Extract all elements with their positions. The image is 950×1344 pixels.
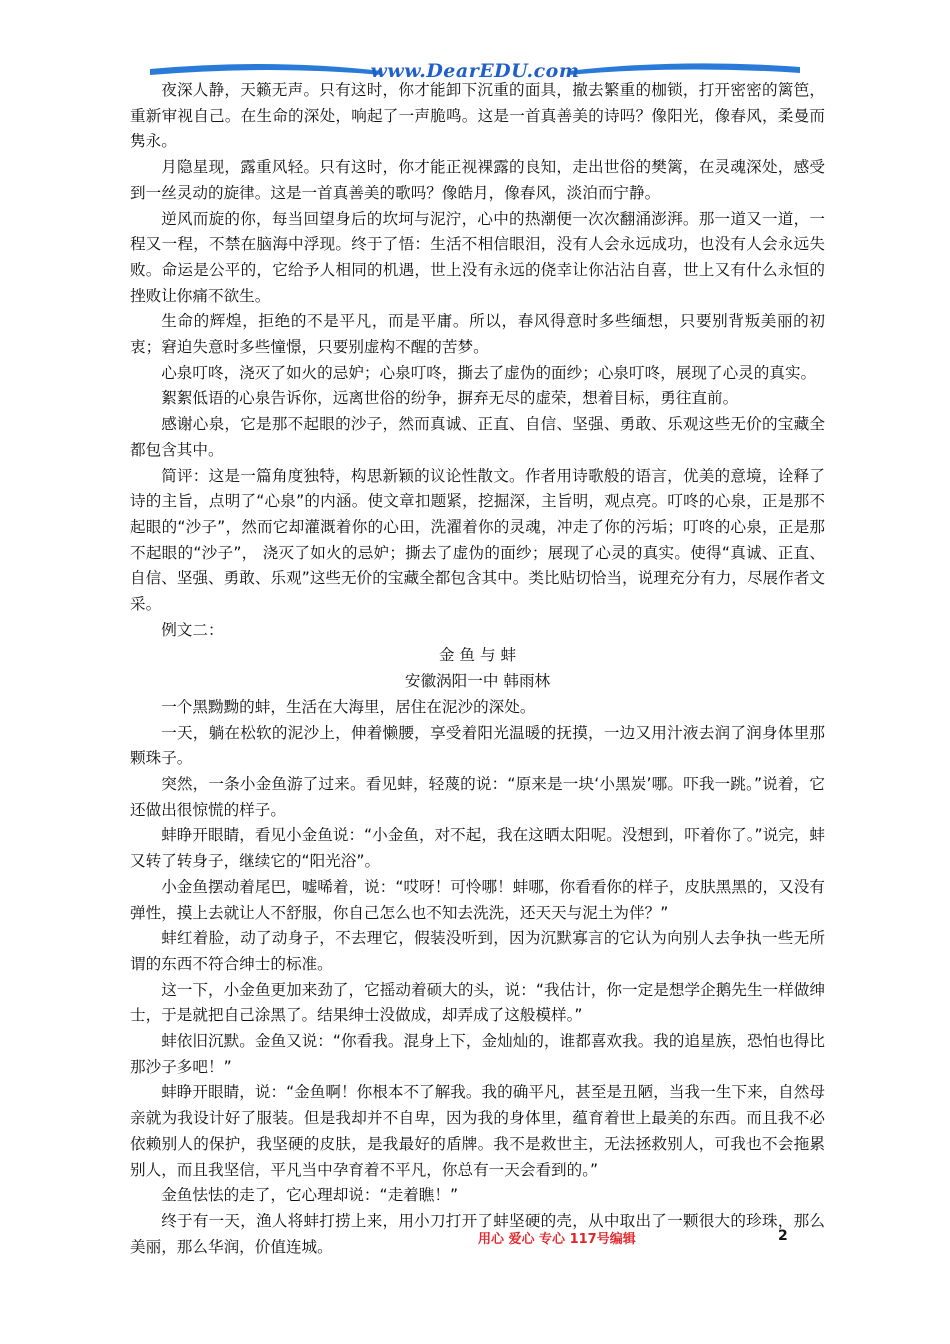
essay-author: 安徽涡阳一中 韩雨林 [404,672,551,691]
footer-editor-note: 用心 爱心 专心 117号编辑 [478,1232,636,1247]
essay-paragraph: 一天，躺在松软的泥沙上，伸着懒腰，享受着阳光温暖的抚摸，一边又用汁液去润了润身体里那颗珠子。 [130,723,825,768]
commentary-paragraph: 简评：这是一篇角度独特，构思新颖的议论性散文。作者用诗歌般的语言，优美的意境，诠释了诗的主旨，点明了“心泉”的内涵。使文章扣题紧，挖掘深，主旨明，观点亮。叮咚的心泉，正是那不起眼的“沙子”，然而它却灌溉着你的心田，洗濯着你的灵魂，冲走了你的污垢；叮咚的心泉，正是那不起眼的“沙子”， 浇灭了如火的忌妒；撕去了虚伪的面纱；展现了心灵的真实。使得“真诚、正直、自信、坚强、勇敢、乐观”这些无价的宝藏全都包含其中。类比贴切恰当，说理充分有力，尽展作者文采。 [130,466,825,614]
example-label: 例文二： [161,620,224,639]
essay-paragraph: 蚌睁开眼睛，说：“金鱼啊！你根本不了解我。我的确平凡，甚至是丑陋，当我一生下来，自然母亲就为我设计好了服装。但是我却并不自卑，因为我的身体里，蕴育着世上最美的东西。而且我不必依赖别人的保护，我坚硬的皮肤，是我最好的盾牌。我不是救世主，无法拯救别人，可我也不会拖累别人，而且我坚信，平凡当中孕育着不平凡，你总有一天会看到的。” [130,1083,825,1179]
essay-paragraph: 蚌红着脸，动了动身子，不去理它，假装没听到，因为沉默寡言的它认为向别人去争执一些无所谓的东西不符合绅士的标准。 [130,929,825,973]
paragraph: 逆风而旋的你，每当回望身后的坎坷与泥泞，心中的热潮便一次次翻涌澎湃。那一道又一道，一程又一程，不禁在脑海中浮现。终于了悟：生活不相信眼泪，没有人会永远成功，也没有人会永远失败。命运是公平的，它给予人相同的机遇，世上没有永远的侥幸让你沾沾自喜，世上又有什么永恒的挫败让你痛不欲生。 [130,209,825,305]
essay-paragraph: 突然，一条小金鱼游了过来。看见蚌，轻蔑的说：“原来是一块‘小黑炭’哪。吓我一跳。”说着，它还做出很惊慌的样子。 [130,774,825,819]
essay-paragraph: 这一下，小金鱼更加来劲了，它摇动着硕大的头，说：“我估计，你一定是想学企鹅先生一样做绅士，于是就把自己涂黑了。结果绅士没做成，却弄成了这般模样。” [130,980,825,1025]
header-site-url[interactable]: www.DearEDU.com [370,60,580,82]
page-footer [0,1228,950,1248]
essay-paragraph: 蚌睁开眼睛，看见小金鱼说：“小金鱼，对不起，我在这晒太阳呢。没想到，吓着你了。”说完，蚌又转了转身子，继续它的“阳光浴”。 [130,826,825,871]
essay-paragraph: 终于有一天，渔人将蚌打捞上来，用小刀打开了蚌坚硬的壳，从中取出了一颗很大的珍珠，那么美丽，那么华润，价值连城。 [130,1211,825,1256]
page-number: 2 [778,1228,788,1244]
essay-paragraph: 一个黑黝黝的蚌，生活在大海里，居住在泥沙的深处。 [161,697,536,716]
paragraph: 心泉叮咚，浇灭了如火的忌妒；心泉叮咚，撕去了虚伪的面纱；心泉叮咚，展现了心灵的真实。 [161,363,817,382]
paragraph: 絮絮低语的心泉告诉你，远离世俗的纷争，摒弃无尽的虚荣，想着目标，勇往直前。 [161,389,739,408]
paragraph: 感谢心泉，它是那不起眼的沙子，然而真诚、正直、自信、坚强、勇敢、乐观这些无价的宝藏全都包含其中。 [130,415,825,459]
essay-title: 金 鱼 与 蚌 [438,646,517,665]
essay-paragraph: 金鱼怯怯的走了，它心理却说：“走着瞧！” [161,1186,459,1205]
essay-paragraph: 小金鱼摆动着尾巴，嘘唏着，说：“哎呀！可怜哪！蚌哪，你看看你的样子，皮肤黑黑的，又没有弹性，摸上去就让人不舒服，你自己怎么也不知去洗洗，还天天与泥土为伴？” [130,877,825,922]
document-body [130,78,825,1260]
paragraph: 月隐星现，露重风轻。只有这时，你才能正视裸露的良知，走出世俗的樊篱，在灵魂深处，感受到一丝灵动的旋律。这是一首真善美的歌吗？像皓月，像春风，淡泊而宁静。 [130,158,825,202]
essay-paragraph: 蚌依旧沉默。金鱼又说：“你看我。混身上下，金灿灿的，谁都喜欢我。我的追星族，恐怕也得比那沙子多吧！” [130,1032,825,1076]
paragraph: 生命的辉煌，拒绝的不是平凡，而是平庸。所以，春风得意时多些缅想，只要别背叛美丽的初衷；窘迫失意时多些憧憬，只要别虚构不醒的苦梦。 [130,312,825,357]
paragraph: 夜深人静，天籁无声。只有这时，你才能卸下沉重的面具，撤去繁重的枷锁，打开密密的篱笆，重新审视自己。在生命的深处，响起了一声脆鸣。这是一首真善美的诗吗？像阳光，像春风，柔曼而隽永。 [130,81,825,151]
